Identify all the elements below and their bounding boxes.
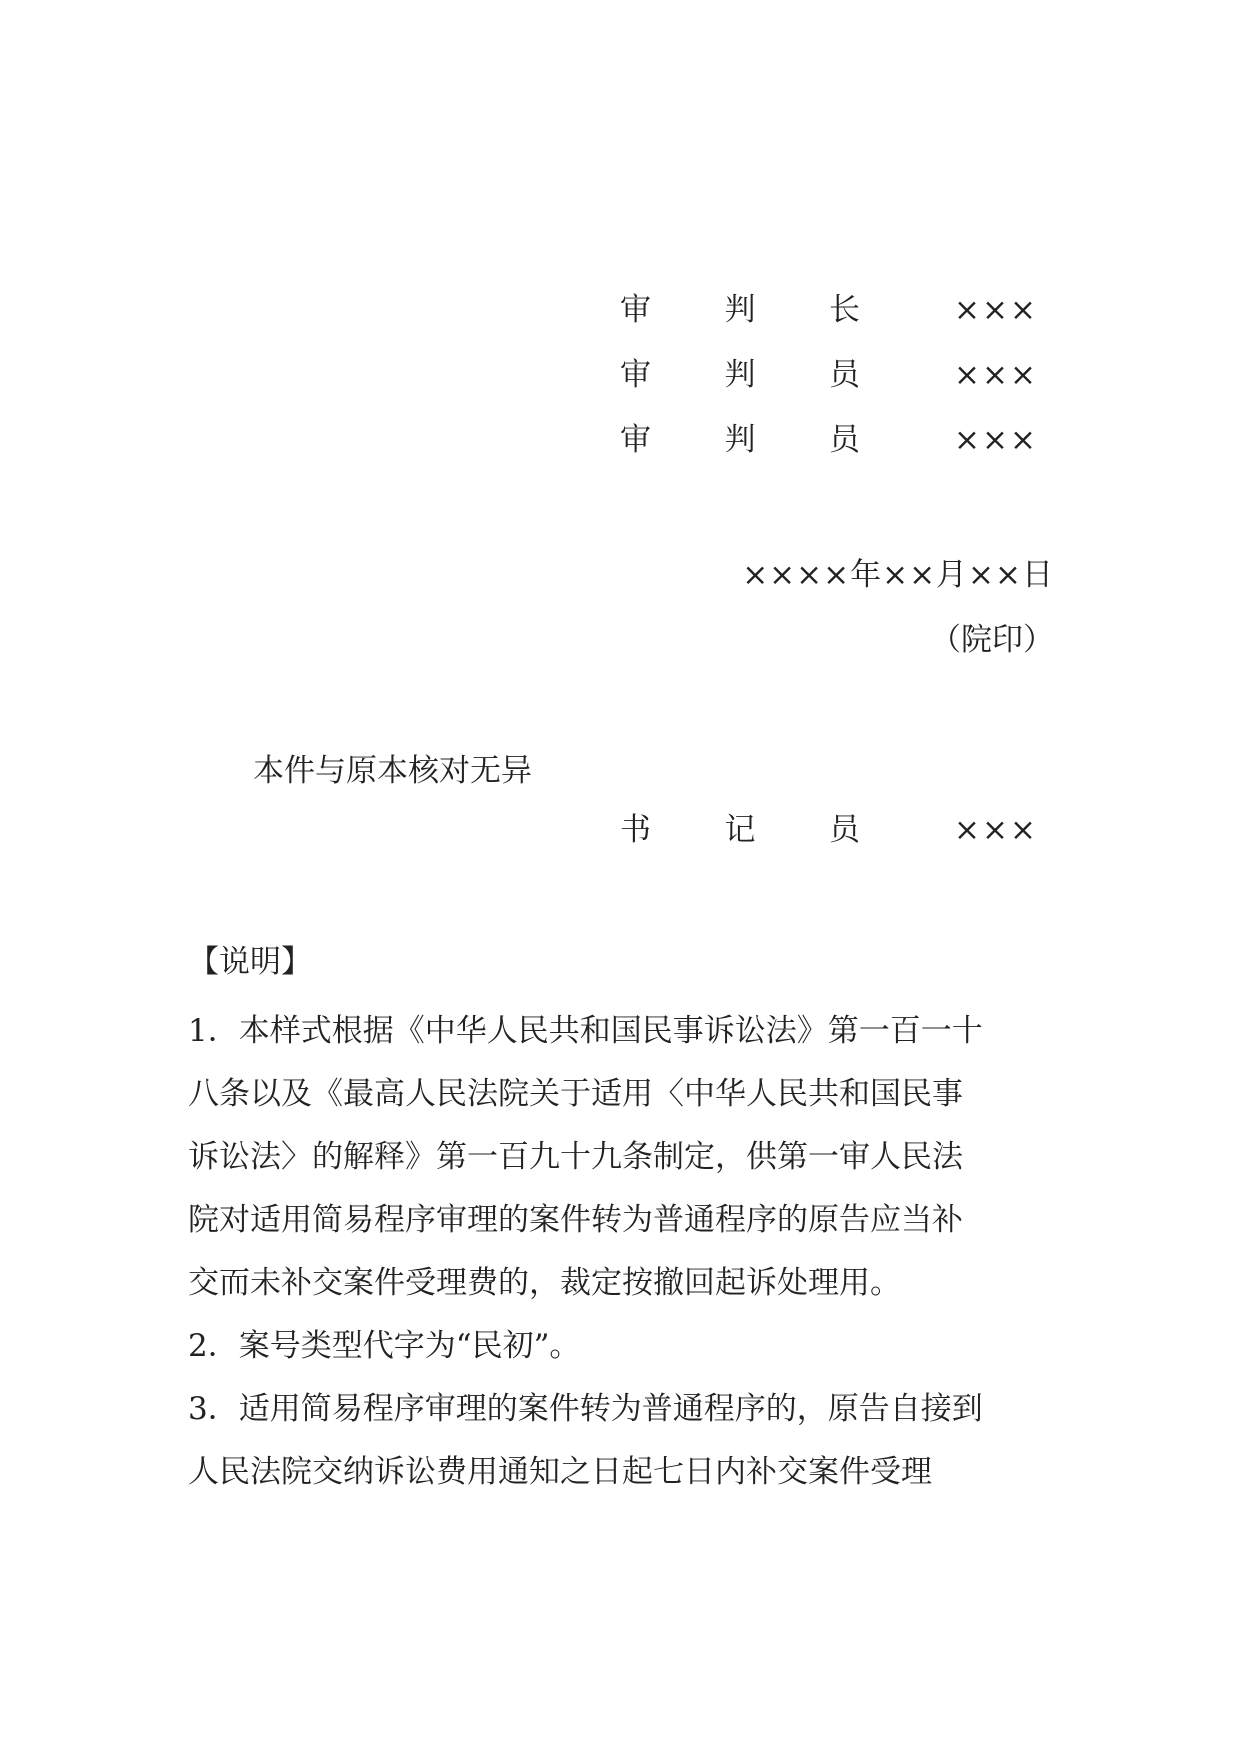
signature-row-presiding-judge xyxy=(620,288,1060,332)
role-char: 记 xyxy=(724,812,756,848)
document-date: ××××年××月××日 xyxy=(742,557,1054,593)
role-char: 判 xyxy=(724,292,756,328)
court-seal: （院印） xyxy=(930,622,1054,658)
signature-role xyxy=(620,418,860,462)
notes-title: 【说明】 xyxy=(188,944,312,980)
role-char: 长 xyxy=(829,292,860,328)
note-line: 3．适用简易程序审理的案件转为普通程序的，原告自接到 xyxy=(188,1391,983,1427)
verification-statement: 本件与原本核对无异 xyxy=(253,753,532,789)
notes-body xyxy=(188,1000,1048,1504)
signature-role xyxy=(620,808,860,852)
role-char: 员 xyxy=(829,357,860,393)
role-char: 审 xyxy=(620,357,651,393)
note-line: 交而未补交案件受理费的，裁定按撤回起诉处理用。 xyxy=(188,1265,901,1301)
signature-row-clerk xyxy=(620,808,1060,852)
signature-name: ××× xyxy=(954,357,1038,393)
role-char: 审 xyxy=(620,422,651,458)
role-char: 书 xyxy=(620,812,651,848)
note-line: 院对适用简易程序审理的案件转为普通程序的原告应当补 xyxy=(188,1202,963,1238)
signature-role xyxy=(620,353,860,397)
signature-role xyxy=(620,288,860,332)
signature-row-judge-2 xyxy=(620,418,1060,462)
note-line: 八条以及《最高人民法院关于适用〈中华人民共和国民事 xyxy=(188,1076,963,1112)
role-char: 判 xyxy=(724,422,756,458)
note-line: 2．案号类型代字为“民初”。 xyxy=(188,1328,581,1364)
role-char: 员 xyxy=(829,422,860,458)
signature-name: ××× xyxy=(954,292,1038,328)
note-line: 1．本样式根据《中华人民共和国民事诉讼法》第一百一十 xyxy=(188,1013,983,1049)
signature-name: ××× xyxy=(954,422,1038,458)
role-char: 员 xyxy=(829,812,860,848)
note-line: 人民法院交纳诉讼费用通知之日起七日内补交案件受理 xyxy=(188,1454,932,1490)
signature-row-judge-1 xyxy=(620,353,1060,397)
signature-name: ××× xyxy=(954,812,1038,848)
role-char: 审 xyxy=(620,292,651,328)
role-char: 判 xyxy=(724,357,756,393)
note-line: 诉讼法〉的解释》第一百九十九条制定，供第一审人民法 xyxy=(188,1139,963,1175)
